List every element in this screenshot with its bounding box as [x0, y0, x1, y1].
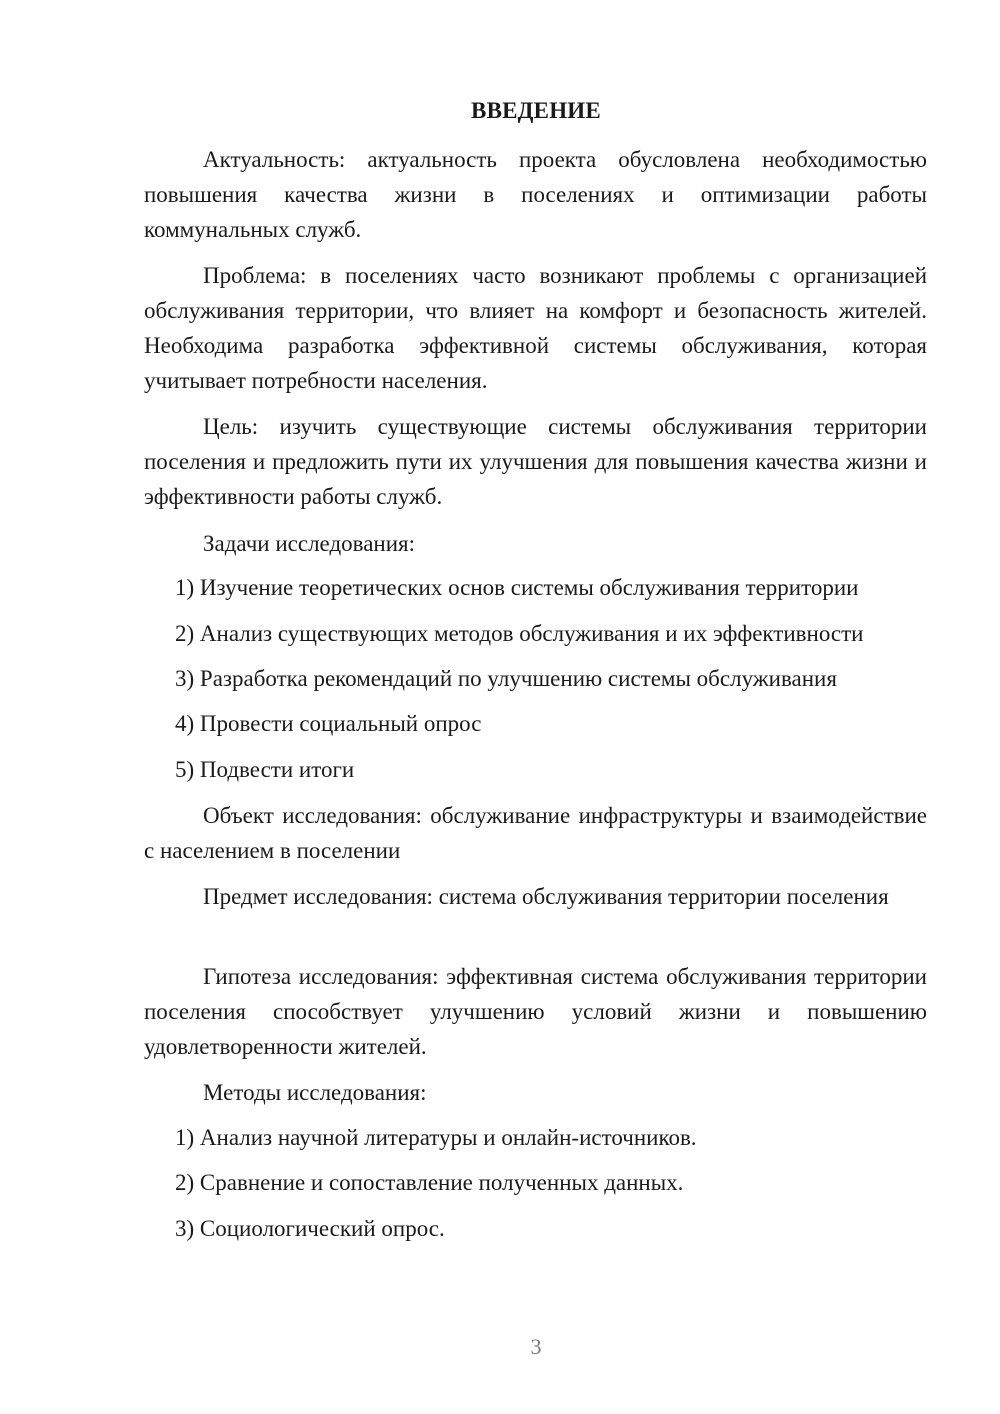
task-item: 2) Анализ существующих методов обслуживания и их эффективности: [175, 621, 864, 646]
paragraph-goal: Цель: изучить существующие системы обслуживания территории поселения и предложить пути их улучшения для повышения качества жизни и эффективности работы служб.: [144, 414, 927, 509]
section-title: ВВЕДЕНИЕ: [471, 98, 601, 123]
paragraph-problem: Проблема: в поселениях часто возникают проблемы с организацией обслуживания территории, что влияет на комфорт и безопасность жителей. Необходима разработка эффективной системы обслуживания, которая учитывает потребности населения.: [144, 263, 927, 393]
paragraph-object: Объект исследования: обслуживание инфраструктуры и взаимодействие с населением в поселении: [144, 803, 927, 863]
paragraph-relevance: Актуальность: актуальность проекта обусловлена необходимостью повышения качества жизни в поселениях и оптимизации работы коммунальных служб.: [144, 147, 927, 242]
task-item: 5) Подвести итоги: [175, 757, 355, 782]
task-item: 3) Разработка рекомендаций по улучшению системы обслуживания: [175, 666, 837, 691]
method-item: 2) Сравнение и сопоставление полученных данных.: [175, 1170, 684, 1195]
method-item: 1) Анализ научной литературы и онлайн-источников.: [175, 1125, 697, 1150]
task-item: 4) Провести социальный опрос: [175, 711, 482, 736]
page-number: 3: [530, 1334, 542, 1359]
method-item: 3) Социологический опрос.: [175, 1216, 445, 1241]
paragraph-subject: Предмет исследования: система обслуживания территории поселения: [203, 884, 889, 909]
paragraph-hypothesis: Гипотеза исследования: эффективная система обслуживания территории поселения способствует улучшению условий жизни и повышению удовлетворенности жителей.: [144, 964, 927, 1059]
tasks-heading: Задачи исследования:: [203, 531, 416, 556]
task-item: 1) Изучение теоретических основ системы обслуживания территории: [175, 575, 859, 600]
methods-heading: Методы исследования:: [203, 1080, 427, 1105]
